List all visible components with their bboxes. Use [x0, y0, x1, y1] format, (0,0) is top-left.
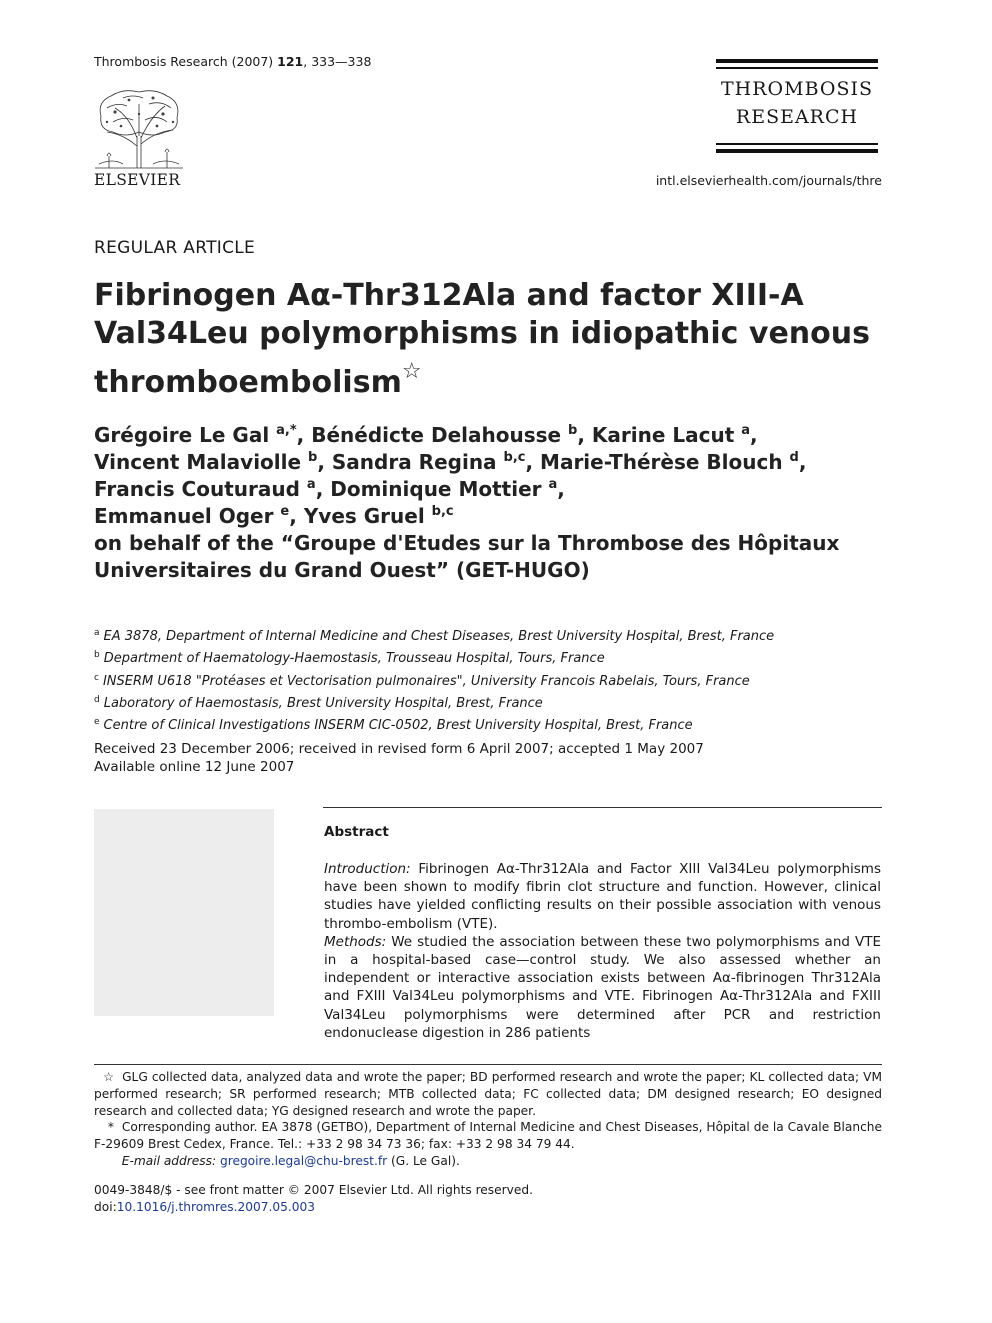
affiliation-text: EA 3878, Department of Internal Medicine and Chest Diseases, Brest University Hospital, Brest, France	[103, 629, 775, 644]
doi-link[interactable]: 10.1016/j.thromres.2007.05.003	[116, 1199, 316, 1214]
author-name: Bénédicte Delahousse	[311, 423, 562, 447]
corresponding-footnote	[94, 1119, 882, 1153]
footnote-divider	[94, 1064, 882, 1065]
affiliation-item	[94, 691, 894, 713]
author-name: Dominique Mottier	[330, 477, 542, 501]
author-name: Sandra Regina	[331, 450, 497, 474]
footnote-star-icon: ☆	[103, 1070, 114, 1084]
author-affiliation-marker[interactable]: a	[306, 477, 316, 492]
publisher-name: ELSEVIER	[94, 171, 181, 189]
article-title	[94, 277, 894, 402]
journal-logo-line2: RESEARCH	[735, 106, 859, 128]
author-affiliation-marker[interactable]: e	[280, 504, 290, 519]
author-separator: ,	[750, 423, 758, 447]
affiliation-list	[94, 624, 894, 735]
affiliation-key: a	[94, 628, 100, 638]
copyright-block	[94, 1182, 533, 1216]
abstract-divider	[323, 807, 882, 808]
affiliation-text: INSERM U618 "Protéases et Vectorisation pulmonaires", University Francois Rabelais, Tours, France	[102, 673, 750, 689]
title-line-1: Fibrinogen Aα-Thr312Ala and factor XIII-A	[94, 278, 804, 313]
affiliation-text: Department of Haematology-Haemostasis, Trousseau Hospital, Tours, France	[103, 651, 605, 667]
title-footnote-star-icon[interactable]: ☆	[401, 359, 422, 384]
author-name: Francis Couturaud	[94, 477, 300, 501]
author-line	[94, 503, 894, 530]
section-label: REGULAR ARTICLE	[94, 238, 256, 258]
affiliation-text: Centre of Clinical Investigations INSERM CIC-0502, Brest University Hospital, Brest, France	[103, 718, 693, 734]
author-name: Yves Gruel	[303, 504, 425, 528]
affiliation-key: c	[94, 672, 99, 683]
author-separator: ,	[557, 477, 565, 501]
author-affiliation-marker[interactable]: d	[789, 450, 799, 465]
doi-line	[94, 1199, 533, 1216]
citation-journal: Thrombosis Research (2007)	[94, 54, 278, 69]
author-name: Emmanuel Oger	[94, 504, 274, 528]
intro-label: Introduction:	[324, 861, 411, 877]
author-separator: ,	[525, 450, 541, 474]
intro-text: Fibrinogen Aα-Thr312Ala and Factor XIII Val34Leu polymorphisms have been shown to modify fibrin clot structure and function. However, clinical studies have yielded conflicting results on their possible association with venous thrombo-embolism (VTE).	[324, 861, 881, 932]
keywords-panel	[94, 809, 274, 1016]
funding-footnote	[94, 1069, 882, 1119]
author-affiliation-marker[interactable]: a	[741, 423, 751, 438]
author-affiliation-marker[interactable]: a	[548, 477, 558, 492]
affiliation-key: b	[94, 650, 100, 661]
affiliation-item	[94, 669, 894, 691]
affiliation-key: e	[94, 717, 100, 728]
author-separator: ,	[296, 423, 312, 447]
author-separator: ,	[315, 477, 331, 501]
received-dates: Received 23 December 2006; received in revised form 6 April 2007; accepted 1 May 2007	[94, 741, 704, 757]
author-name: Karine Lacut	[591, 423, 735, 447]
methods-label: Methods:	[324, 933, 387, 950]
group-line-2: Universitaires du Grand Ouest” (GET-HUGO)	[94, 558, 590, 582]
affiliation-text: Laboratory of Haemostasis, Brest University Hospital, Brest, France	[103, 695, 543, 711]
email-footnote	[94, 1153, 882, 1170]
citation-volume: 121	[277, 54, 304, 69]
methods-text: We studied the association between these two polymorphisms and VTE in a hospital-based case—control study. We also assessed whether an independent or interactive association exists between Aα-fibrinogen Thr312Ala and FXIII Val34Leu polymorphisms and VTE. Fibrinogen Aα-Thr312Ala and FXIII Val34Leu polymorphisms were determined after PCR and restriction endonuclease digestion in 286 patients	[324, 933, 881, 1041]
affiliation-key: d	[94, 694, 100, 705]
author-affiliation-marker[interactable]: b	[568, 423, 578, 438]
title-line-2: Val34Leu polymorphisms in idiopathic venous	[94, 316, 870, 351]
author-name: Vincent Malaviolle	[94, 450, 302, 474]
author-name: Marie-Thérèse Blouch	[540, 450, 783, 474]
contributions-text: GLG collected data, analyzed data and wrote the paper; BD performed research and wrote the paper; KL collected data; VM performed research; SR performed research; MTB collected data; FC collected data; DM designed research; EO designed research and collected data; YG designed research and wrote the paper.	[94, 1070, 882, 1118]
author-affiliation-marker[interactable]: a,*	[276, 423, 297, 438]
author-affiliation-marker[interactable]: b	[308, 450, 318, 465]
email-label: E-mail address:	[121, 1153, 217, 1168]
abstract-introduction	[324, 860, 881, 933]
footnote-asterisk: *	[107, 1120, 114, 1135]
online-date: Available online 12 June 2007	[94, 759, 295, 775]
affiliation-item	[94, 624, 894, 646]
doi-label: doi:	[94, 1199, 117, 1214]
journal-url[interactable]: intl.elsevierhealth.com/journals/thre	[655, 173, 882, 188]
footnotes	[94, 1069, 882, 1170]
journal-logo-line1: THROMBOSIS	[720, 78, 873, 100]
author-separator: ,	[577, 423, 592, 447]
corresponding-text: Corresponding author. EA 3878 (GETBO), Department of Internal Medicine and Chest Diseases, Hôpital de la Cavale Blanche F-29609 Brest Cedex, France. Tel.: +33 2 98 34 73 36; fax: +33 2 98 34 79 44.	[94, 1120, 882, 1152]
citation-pages: , 333—338	[303, 54, 372, 69]
author-list	[94, 422, 894, 584]
author-affiliation-marker[interactable]: b,c	[431, 504, 454, 519]
abstract-heading: Abstract	[324, 824, 389, 840]
journal-logo	[716, 56, 878, 156]
journal-citation	[94, 54, 371, 69]
copyright-line: 0049-3848/$ - see front matter © 2007 Elsevier Ltd. All rights reserved.	[94, 1183, 533, 1197]
abstract-body	[324, 860, 881, 1042]
author-affiliation-marker[interactable]: b,c	[503, 450, 526, 465]
email-suffix: (G. Le Gal).	[387, 1153, 460, 1168]
author-line	[94, 476, 894, 503]
author-line	[94, 422, 894, 449]
abstract-methods	[324, 933, 881, 1042]
author-separator: ,	[798, 450, 807, 474]
email-link[interactable]: gregoire.legal@chu-brest.fr	[219, 1153, 388, 1168]
title-line-3: thromboembolism	[94, 365, 402, 400]
author-name: Grégoire Le Gal	[94, 423, 270, 447]
article-dates	[94, 740, 704, 776]
author-separator: ,	[317, 450, 332, 474]
affiliation-item	[94, 713, 894, 735]
group-line-1: on behalf of the “Groupe d'Etudes sur la Thrombose des Hôpitaux	[94, 531, 840, 555]
author-separator: ,	[289, 504, 304, 528]
author-line	[94, 449, 894, 476]
affiliation-item	[94, 646, 894, 668]
